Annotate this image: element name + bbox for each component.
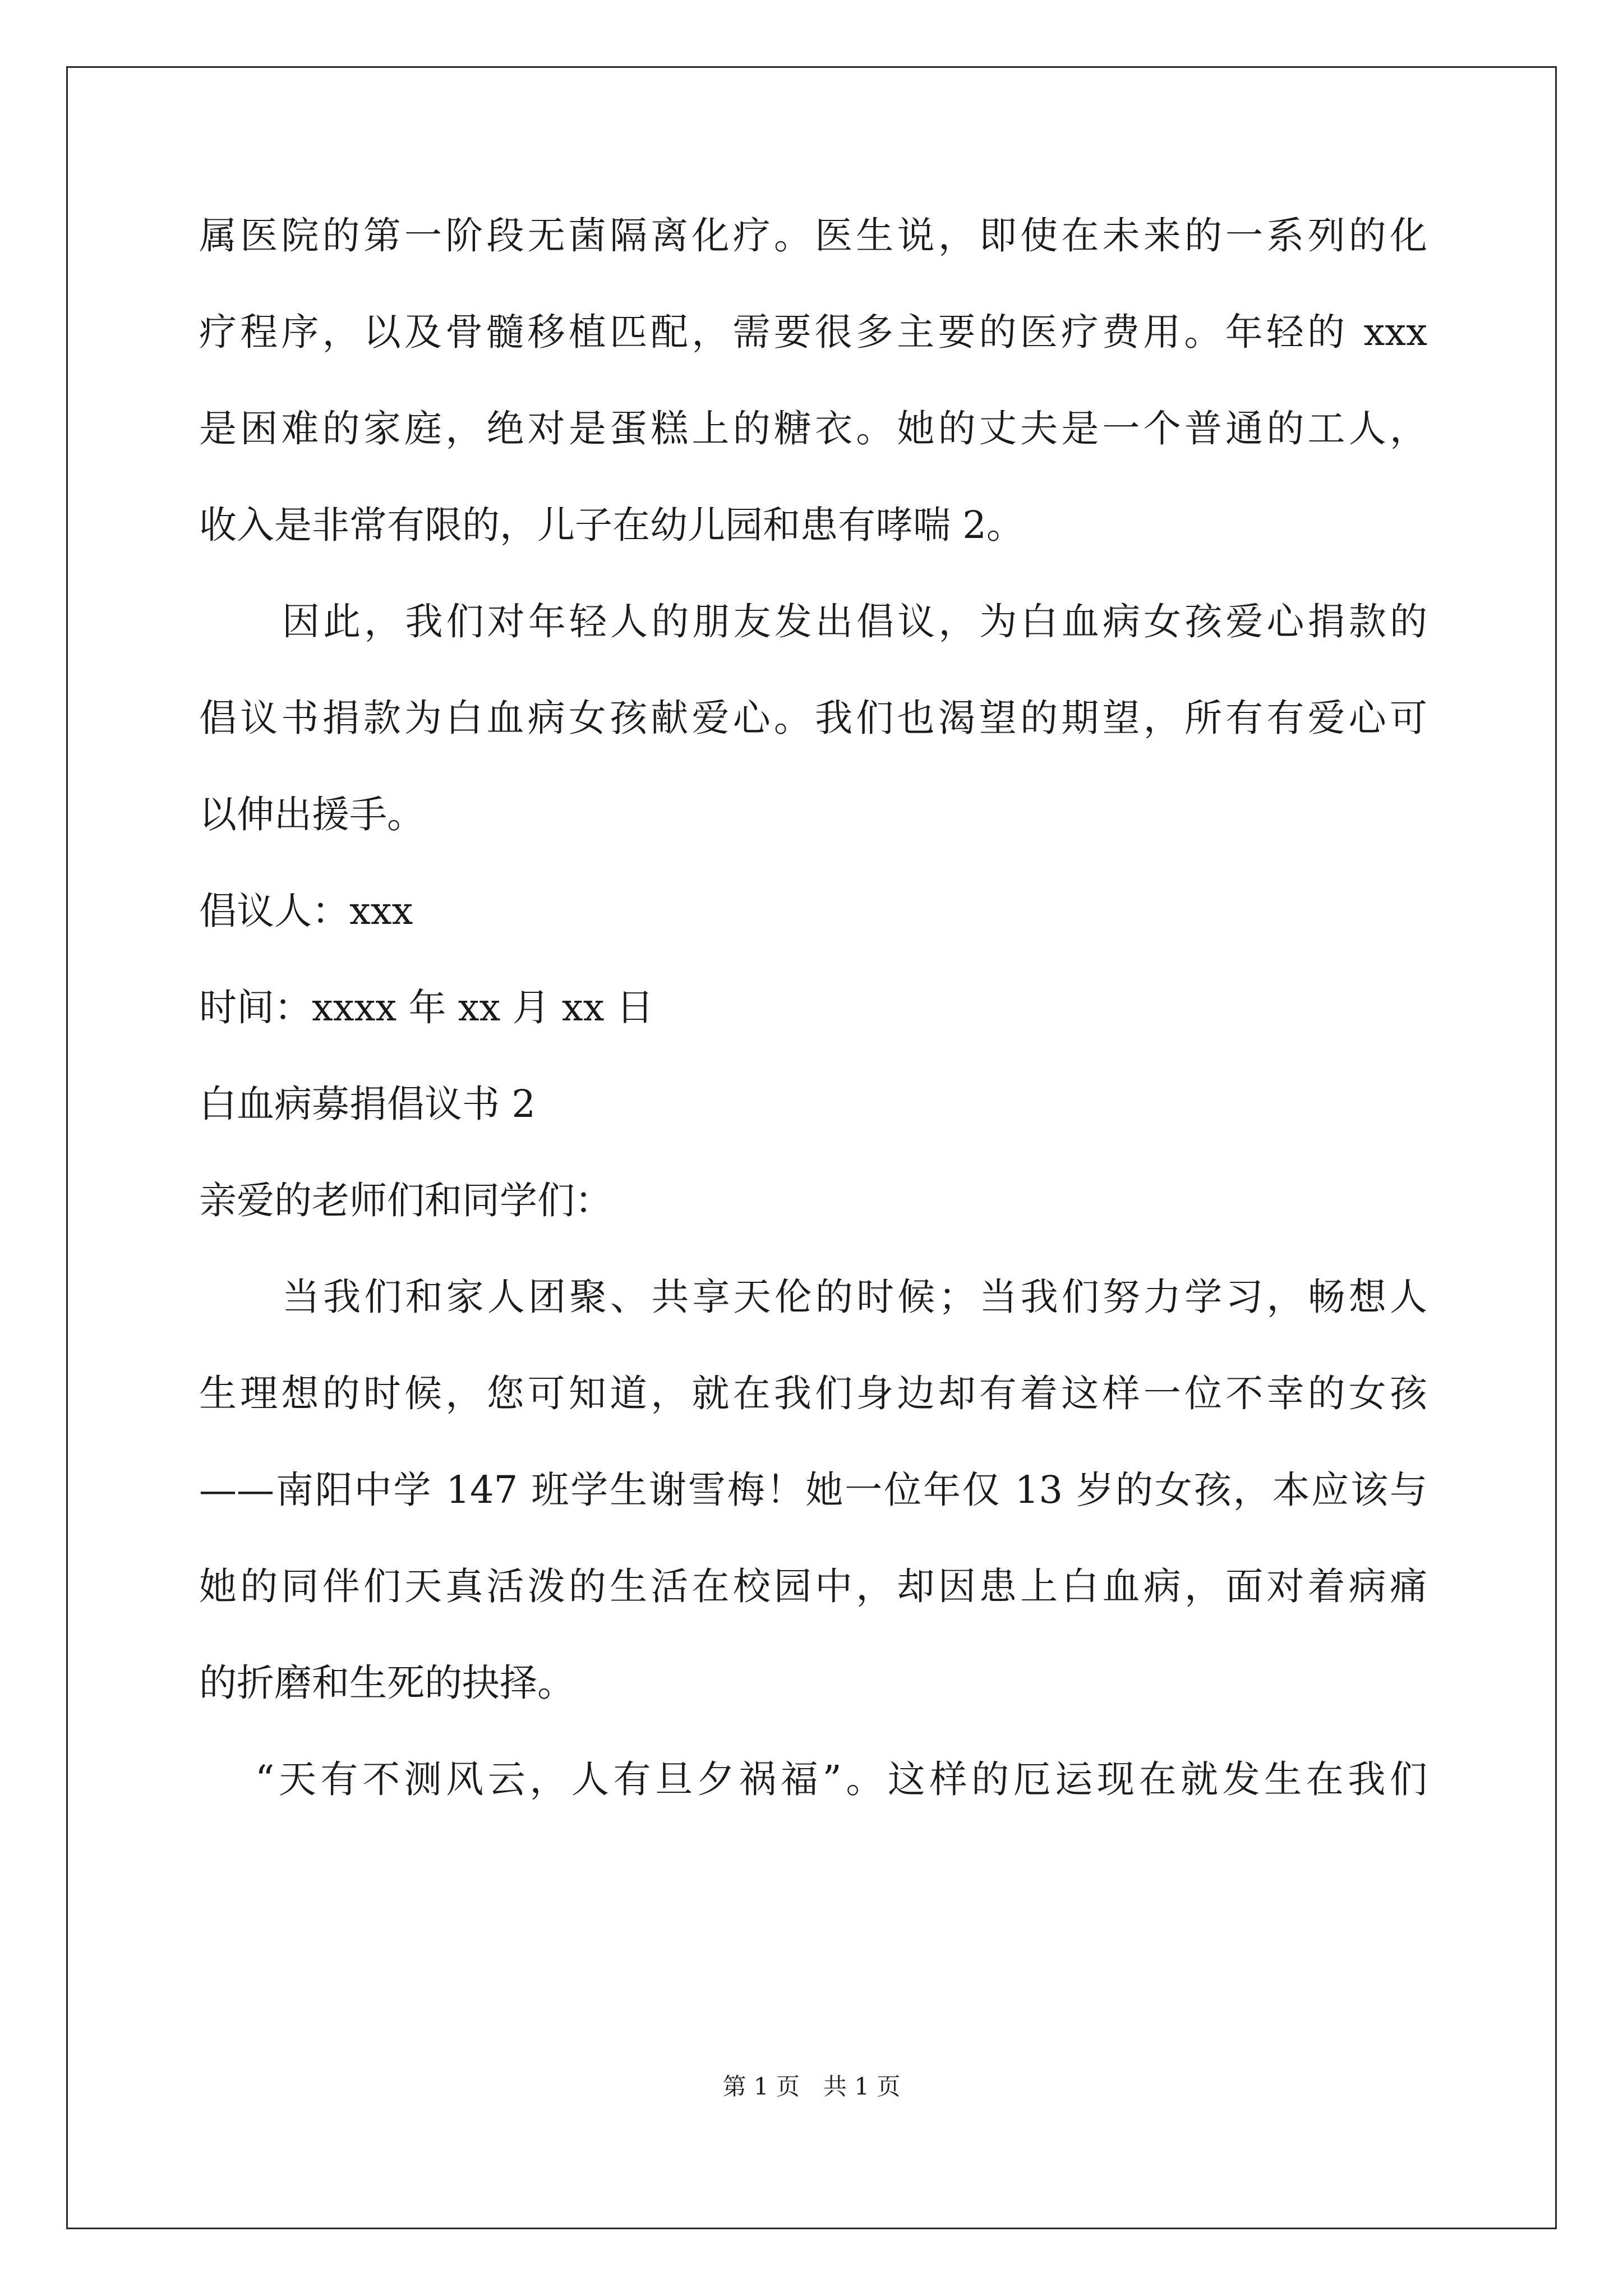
- paragraph-line: 当我们和家人团聚、共享天伦的时候；当我们努力学习，畅想人: [282, 1275, 1427, 1319]
- paragraph-line: 生理想的时候，您可知道，就在我们身边却有着这样一位不幸的女孩: [199, 1372, 1427, 1415]
- page-footer: 第 1 页 共 1 页: [722, 2073, 901, 2100]
- paragraph-line: 收入是非常有限的，儿子在幼儿园和患有哮喘 2。: [199, 503, 1024, 547]
- paragraph-line: 属医院的第一阶段无菌隔离化疗。医生说，即使在未来的一系列的化: [199, 214, 1427, 257]
- paragraph-line: 疗程序，以及骨髓移植匹配，需要很多主要的医疗费用。年轻的 xxx: [199, 310, 1427, 354]
- paragraph-line: “天有不测风云，人有旦夕祸福”。这样的厄运现在就发生在我们: [255, 1757, 1427, 1801]
- signature-proposer: 倡议人：xxx: [199, 889, 413, 933]
- paragraph-line: 因此，我们对年轻人的朋友发出倡议，为白血病女孩爱心捐款的: [282, 600, 1427, 643]
- section-title: 白血病募捐倡议书 2: [199, 1082, 536, 1126]
- paragraph-line: 她的同伴们天真活泼的生活在校园中，却因患上白血病，面对着病痛: [199, 1565, 1427, 1608]
- paragraph-line: ——南阳中学 147 班学生谢雪梅！她一位年仅 13 岁的女孩，本应该与: [199, 1468, 1427, 1512]
- paragraph-line: 以伸出援手。: [199, 793, 425, 836]
- page-border: [66, 66, 1557, 2229]
- paragraph-line: 是困难的家庭，绝对是蛋糕上的糖衣。她的丈夫是一个普通的工人，: [199, 407, 1427, 450]
- paragraph-line: 的折磨和生死的抉择。: [199, 1661, 575, 1705]
- paragraph-line: 倡议书捐款为白血病女孩献爱心。我们也渴望的期望，所有有爱心可: [199, 696, 1427, 740]
- salutation: 亲爱的老师们和同学们：: [199, 1179, 612, 1222]
- signature-date: 时间：xxxx 年 xx 月 xx 日: [199, 986, 654, 1029]
